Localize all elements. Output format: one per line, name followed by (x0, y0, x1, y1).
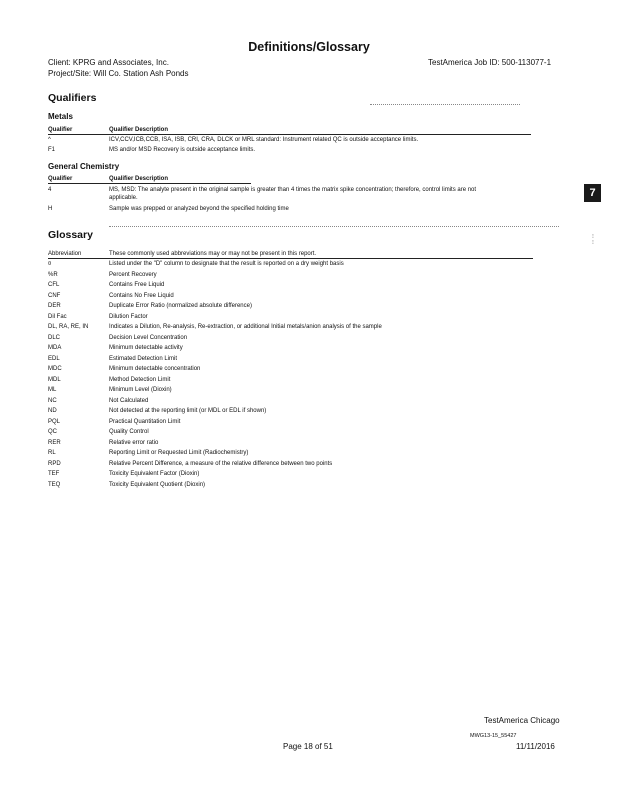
genchem-row-1-description: MS, MSD: The analyte present in the original sample is greater than 4 times the matrix spike concentration; therefore, control limits are not (109, 187, 477, 193)
glossary-row (48, 429, 568, 439)
glossary-description: Indicates a Dilution, Re-analysis, Re-extraction, or additional Initial metals/anion analysis of the sample (109, 324, 382, 330)
glossary-row (48, 345, 568, 355)
glossary-col-description: These commonly used abbreviations may or may not be present in this report. (109, 251, 317, 257)
glossary-heading: Glossary (48, 229, 93, 241)
glossary-row (48, 377, 568, 387)
glossary-abbreviation: RL (48, 450, 56, 456)
glossary-abbreviation: Dil Fac (48, 313, 67, 320)
glossary-abbreviation: CNF (48, 292, 61, 299)
glossary-description: Contains Free Liquid (109, 282, 165, 288)
glossary-abbreviation: DLC (48, 334, 61, 341)
scan-mark (109, 226, 559, 227)
glossary-abbreviation: QC (48, 429, 57, 435)
glossary-row (48, 366, 568, 376)
page-title: Definitions/Glossary (248, 40, 370, 54)
glossary-description: Contains No Free Liquid (109, 292, 174, 299)
metals-row-2-description: MS and/or MSD Recovery is outside acceptance limits. (109, 147, 256, 153)
glossary-description: Relative error ratio (109, 439, 159, 446)
glossary-abbreviation: TEF (48, 471, 60, 477)
glossary-row (48, 398, 568, 408)
metals-row-2-qualifier: F1 (48, 147, 56, 153)
client-name: Client: KPRG and Associates, Inc. (48, 58, 169, 67)
glossary-abbreviation: CFL (48, 282, 60, 288)
glossary-col-abbreviation: Abbreviation (48, 251, 82, 257)
glossary-description: Minimum detectable concentration (109, 366, 201, 372)
glossary-abbreviation: EDL (48, 355, 60, 362)
glossary-description: Method Detection Limit (109, 376, 171, 383)
glossary-abbreviation: %R (48, 271, 58, 278)
qualifiers-heading: Qualifiers (48, 92, 97, 104)
glossary-description: Estimated Detection Limit (109, 355, 178, 362)
glossary-row (48, 314, 568, 324)
genchem-header-rule (48, 183, 251, 184)
project-site: Project/Site: Will Co. Station Ash Ponds (48, 69, 189, 78)
glossary-description: Dilution Factor (109, 313, 148, 320)
metals-row-1-qualifier: ^ (48, 137, 51, 143)
glossary-abbreviation: DL, RA, RE, IN (48, 324, 89, 330)
metals-row-1-description: ICV,CCV,ICB,CCB, ISA, ISB, CRI, CRA, DLCK or MRL standard: Instrument related QC is outside acceptance limits. (109, 137, 419, 143)
glossary-abbreviation: ¤ (48, 261, 52, 267)
section-tab: 7 (584, 184, 601, 202)
glossary-description: Relative Percent Difference, a measure of the relative difference between two points (109, 460, 333, 467)
glossary-description: Minimum Level (Dioxin) (109, 387, 172, 393)
glossary-description: Decision Level Concentration (109, 334, 188, 341)
genchem-row-2-qualifier: H (48, 206, 53, 212)
glossary-description: Not detected at the reporting limit (or MDL or EDL if shown) (109, 408, 267, 414)
glossary-description: Not Calculated (109, 397, 149, 404)
genchem-col-description: Qualifier Description (109, 176, 169, 182)
genchem-row-1-qualifier: 4 (48, 187, 52, 193)
glossary-row (48, 261, 568, 271)
glossary-row (48, 471, 568, 481)
metals-col-qualifier: Qualifier (48, 127, 73, 133)
job-id: TestAmerica Job ID: 500-113077-1 (428, 58, 552, 67)
glossary-abbreviation: TEQ (48, 481, 61, 488)
glossary-abbreviation: ND (48, 408, 57, 414)
glossary-abbreviation: PQL (48, 418, 61, 425)
glossary-row (48, 303, 568, 313)
glossary-row (48, 293, 568, 303)
glossary-row (48, 272, 568, 282)
glossary-row (48, 450, 568, 460)
glossary-row (48, 482, 568, 492)
glossary-description: Practical Quantitation Limit (109, 418, 181, 425)
glossary-abbreviation: RER (48, 439, 61, 446)
glossary-description: Quality Control (109, 429, 149, 435)
glossary-abbreviation: MDA (48, 345, 62, 351)
footer-doc-id: MWG13-15_55427 (470, 733, 517, 739)
glossary-description: Toxicity Equivalent Factor (Dioxin) (109, 471, 200, 477)
glossary-description: Duplicate Error Ratio (normalized absolute difference) (109, 303, 252, 309)
general-chemistry-heading: General Chemistry (48, 162, 120, 171)
genchem-row-2-description: Sample was prepped or analyzed beyond the specified holding time (109, 206, 289, 212)
metals-col-description: Qualifier Description (109, 127, 169, 133)
footer-date: 11/11/2016 (516, 742, 555, 751)
glossary-row (48, 282, 568, 292)
glossary-description: Reporting Limit or Requested Limit (Radiochemistry) (109, 450, 249, 456)
glossary-row (48, 419, 568, 429)
scan-mark: ⁝ ⁝ (592, 234, 594, 246)
glossary-description: Minimum detectable activity (109, 345, 183, 351)
metals-heading: Metals (48, 112, 73, 121)
glossary-row (48, 335, 568, 345)
genchem-row-1-description-cont: applicable. (109, 195, 138, 201)
glossary-description: Percent Recovery (109, 271, 157, 278)
genchem-col-qualifier: Qualifier (48, 176, 73, 182)
footer-company: TestAmerica Chicago (484, 716, 560, 725)
glossary-row (48, 387, 568, 397)
glossary-row (48, 356, 568, 366)
glossary-description: Toxicity Equivalent Quotient (Dioxin) (109, 481, 206, 488)
glossary-abbreviation: NC (48, 397, 57, 404)
footer-page-number: Page 18 of 51 (283, 742, 333, 751)
glossary-row (48, 461, 568, 471)
glossary-abbreviation: MDL (48, 376, 61, 383)
glossary-row (48, 324, 568, 334)
glossary-description: Listed under the "D" column to designate that the result is reported on a dry weight basis (109, 261, 344, 267)
scan-mark (370, 104, 520, 105)
glossary-abbreviation: MDC (48, 366, 62, 372)
glossary-abbreviation: ML (48, 387, 57, 393)
glossary-abbreviation: DER (48, 303, 61, 309)
glossary-row (48, 440, 568, 450)
glossary-header-rule (48, 258, 533, 259)
metals-header-rule (48, 134, 531, 135)
glossary-row (48, 408, 568, 418)
glossary-abbreviation: RPD (48, 460, 61, 467)
